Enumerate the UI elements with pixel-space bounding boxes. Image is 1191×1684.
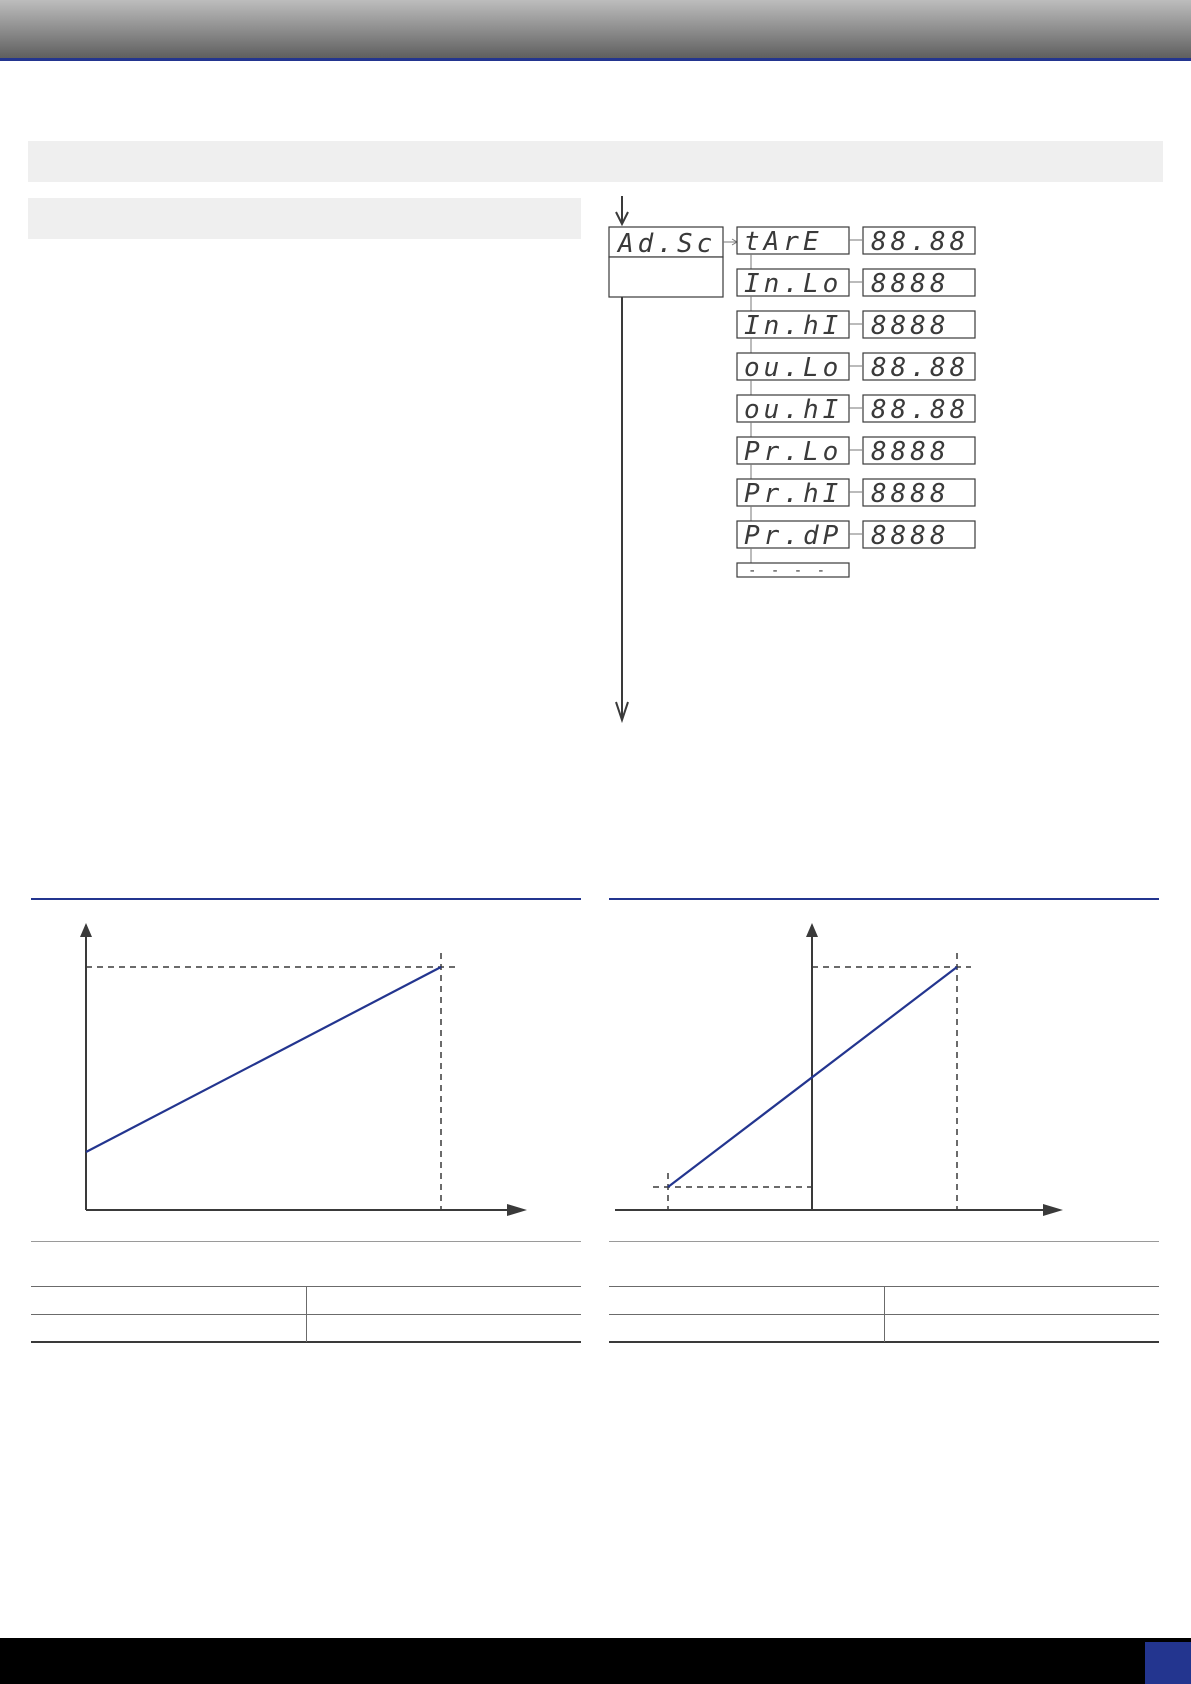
top-header-bar [0, 0, 1191, 61]
menu-item-in-hi[interactable] [737, 311, 975, 353]
left-scaling-graph [31, 915, 581, 1230]
root-menu-description-box [609, 257, 723, 297]
item-value: 8888 [871, 437, 950, 467]
right-graph-bottom-rule [609, 1241, 1159, 1242]
menu-item-ou-hi[interactable] [737, 395, 975, 437]
item-value: 8888 [871, 311, 950, 341]
menu-item-pr-dp[interactable] [737, 521, 975, 563]
item-value: 8888 [871, 479, 950, 509]
footer-bar [0, 1638, 1191, 1684]
section-title-band [28, 141, 1163, 182]
left-graph-top-rule [31, 898, 581, 900]
root-menu-code: Ad.Sc [618, 229, 717, 259]
item-code: Pr.dP [744, 521, 843, 551]
item-code: - - - - [748, 563, 829, 579]
menu-item-tare[interactable] [737, 227, 975, 269]
item-code: Pr.hI [744, 479, 843, 509]
item-code: In.hI [744, 311, 843, 341]
x-axis-arrow-icon [1043, 1204, 1063, 1216]
item-code: tArE [744, 227, 823, 257]
right-graph-top-rule [609, 898, 1159, 900]
x-axis-arrow-icon [507, 1204, 527, 1216]
menu-item-in-lo[interactable] [737, 269, 975, 311]
y-axis-arrow-icon [80, 923, 92, 937]
item-value: 88.88 [871, 353, 970, 383]
menu-item-end[interactable] [737, 563, 849, 579]
left-table-column-separator [306, 1286, 307, 1342]
item-code: Pr.Lo [744, 437, 843, 467]
item-value: 88.88 [871, 227, 970, 257]
right-table-column-separator [884, 1286, 885, 1342]
menu-navigation-diagram [560, 190, 990, 730]
right-scaling-graph [609, 915, 1159, 1230]
scaling-line [86, 967, 441, 1152]
menu-item-ou-lo[interactable] [737, 353, 975, 395]
item-code: In.Lo [744, 269, 843, 299]
item-value: 8888 [871, 521, 950, 551]
item-code: ou.Lo [744, 353, 843, 383]
menu-item-pr-hi[interactable] [737, 479, 975, 521]
y-axis-arrow-icon [806, 923, 818, 937]
item-value: 8888 [871, 269, 950, 299]
subsection-title-band [28, 198, 581, 239]
item-code: ou.hI [744, 395, 843, 425]
left-graph-bottom-rule [31, 1241, 581, 1242]
page-number-tab [1145, 1642, 1191, 1684]
item-value: 88.88 [871, 395, 970, 425]
menu-item-pr-lo[interactable] [737, 437, 975, 479]
